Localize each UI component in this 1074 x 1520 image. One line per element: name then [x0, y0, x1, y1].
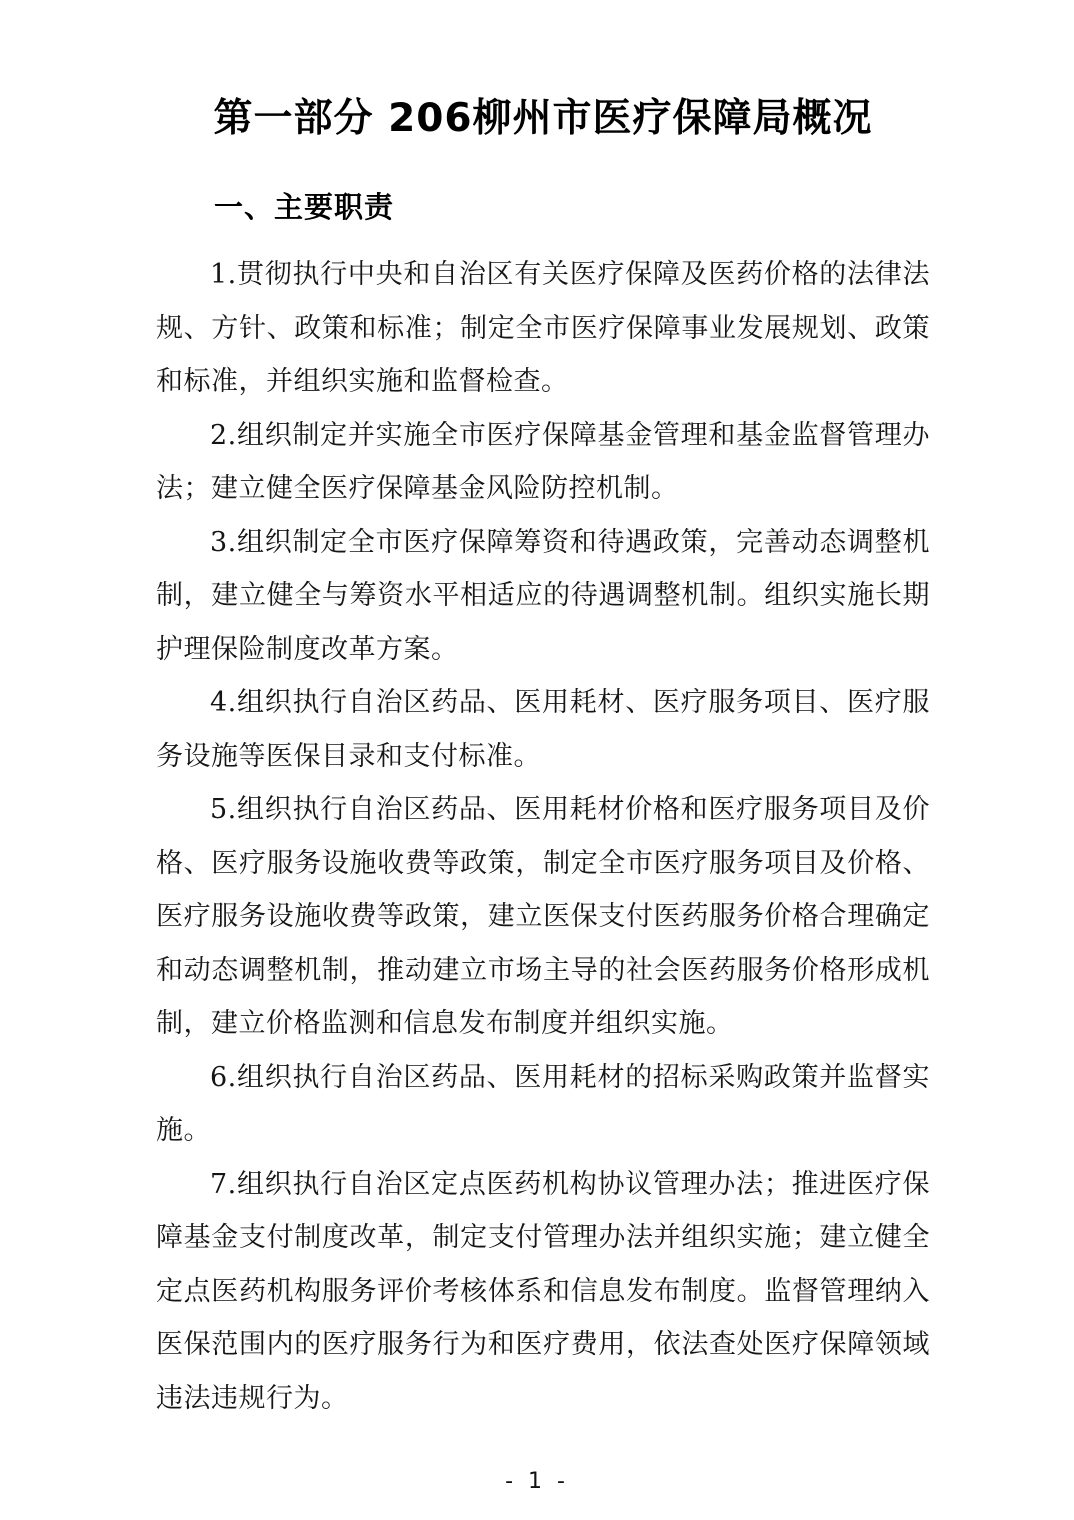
body-paragraph: 1.贯彻执行中央和自治区有关医疗保障及医药价格的法律法规、方针、政策和标准；制定全市医疗保障事业发展规划、政策和标准，并组织实施和监督检查。 — [156, 259, 930, 397]
document-title: 第一部分 206柳州市医疗保障局概况 — [213, 96, 873, 141]
body-paragraph: 6.组织执行自治区药品、医用耗材的招标采购政策并监督实施。 — [156, 1061, 930, 1146]
body-paragraph: 2.组织制定并实施全市医疗保障基金管理和基金监督管理办法；建立健全医疗保障基金风险防控机制。 — [156, 419, 930, 504]
page-footer — [0, 1469, 1074, 1494]
document-body — [156, 248, 930, 1425]
body-paragraph: 5.组织执行自治区药品、医用耗材价格和医疗服务项目及价格、医疗服务设施收费等政策，制定全市医疗服务项目及价格、医疗服务设施收费等政策，建立医保支付医药服务价格合理确定和动态调整机制，推动建立市场主导的社会医药服务价格形成机制，建立价格监测和信息发布制度并组织实施。 — [156, 794, 930, 1039]
page-number: - 1 - — [505, 1469, 569, 1494]
body-paragraph: 4.组织执行自治区药品、医用耗材、医疗服务项目、医疗服务设施等医保目录和支付标准。 — [156, 687, 930, 772]
body-paragraph: 3.组织制定全市医疗保障筹资和待遇政策，完善动态调整机制，建立健全与筹资水平相适应的待遇调整机制。组织实施长期护理保险制度改革方案。 — [156, 526, 930, 665]
section-heading: 一、主要职责 — [214, 190, 395, 224]
body-paragraph: 7.组织执行自治区定点医药机构协议管理办法；推进医疗保障基金支付制度改革，制定支付管理办法并组织实施；建立健全定点医药机构服务评价考核体系和信息发布制度。监督管理纳入医保范围内的医疗服务行为和医疗费用，依法查处医疗保障领域违法违规行为。 — [156, 1168, 930, 1414]
